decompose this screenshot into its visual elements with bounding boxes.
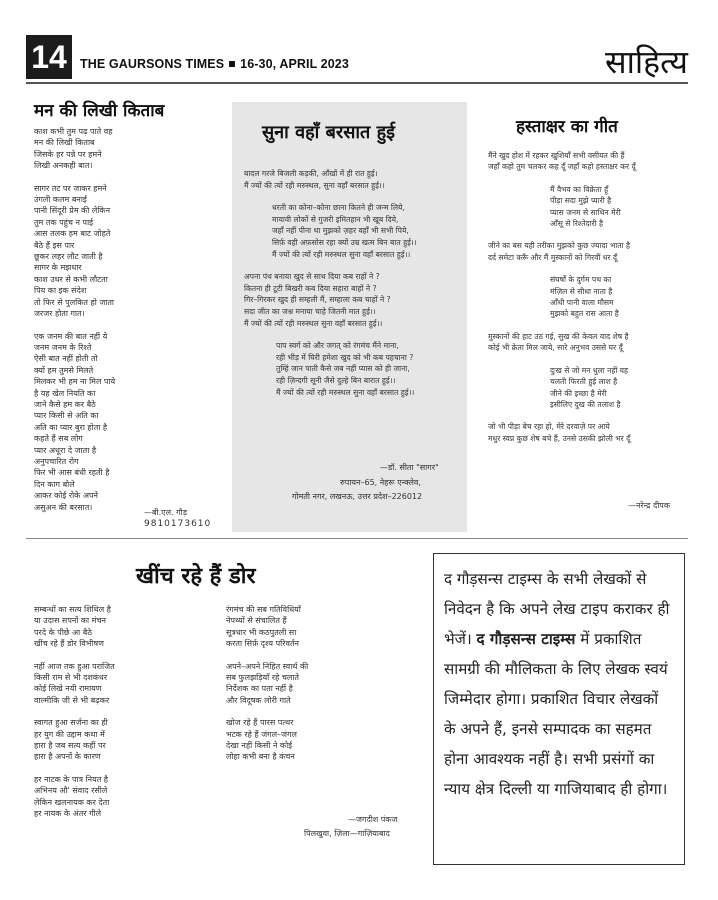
stanza [34,717,204,763]
poem-line: दर्द समेटा करूँ और मैं मुस्कानों को गिरवीं धर दूँ [488,252,618,262]
poem-line: है यह खेल नियति का [34,388,96,398]
page-number: 14 [26,35,72,79]
poem-line: हर युग की उद्दाम कथा में [34,729,105,739]
poem-line: मुस्कानों की हाट उठ गई, सुख की केवल याद शेष है [488,331,629,341]
poem3-body [488,150,688,455]
poem-line: तुम्हिं जान पाती कैसे जब नहीं प्यास को ही जाना, [276,364,410,374]
poem-line: अपना पंथ बनाया खुद से साथ दिया कब राहों ने ? [244,272,380,282]
poem-line: फिर भी आस बंधी रहती है [34,468,110,478]
poem3-title: हस्ताक्षर का गीत [516,117,618,137]
poem-line: करता सिर्फ़ दृश्य परिवर्तन [226,639,299,649]
poem-line: सब फुलझड़ियाँ रहे चलाते [226,673,299,683]
poem-line: सदा जीत का जश्न मनाया चाहे जितनी मात हुई।। [244,306,376,316]
poem4-author: —जगदीश पंकज [348,815,398,824]
poem4-column-2 [226,604,406,774]
notice-text-part1: द गौड़सन्स टाइम्स के सभी लेखकों से निवेदन है कि अपने लेख टाइप कराकर ही भेजें। [444,570,670,648]
stanza [34,774,204,820]
poem-line: मन की लिखी किताब [34,138,95,148]
poem-line: निर्देशक का पता नहीं है [226,684,293,694]
poem-line: सागर के मझधार [34,263,82,273]
poem-line: देखा नहीं किसी ने कोई [226,741,293,751]
poem-line: वाल्मीकि जी से भी बढ़कर [34,695,110,705]
poem-line: उंगली कलम बनाई [34,195,87,205]
poem-line: पाप स्वर्ग को और जगत् को रंगमंच मैंने माना, [276,341,399,351]
poem-line: मैं ज्यों की त्यों रही मरुस्थल, सुना वहाँ बरसात हुई।। [244,180,385,190]
stanza [272,202,464,260]
poem-line: आँधी पानी वाला मौसम [550,298,614,308]
stanza [550,365,688,411]
stanza [550,274,688,320]
poem-line: कितना ही टूटी बिखरी कब दिया सहारा बाहों ने ? [244,283,377,293]
poem4-address: पिलखुवा, ज़िला—गाज़ियाबाद [304,829,390,838]
poem1-phone: 9810173610 [144,519,212,529]
stanza [488,421,688,444]
poem-line: सूत्रधार भी कठपुतली सा [226,627,297,637]
poem-line: जहाँ कहो तुम चलकर कह दूँ जहाँ कहो हस्ताक्षर कर दूँ [488,162,636,172]
poem2-author: —डॉ. सीता "सागर" [380,463,439,472]
poem-line: या उदास सपनों का मंचन [34,616,106,626]
poem-line: मैं वैभव का विक्रेता हूँ [550,184,609,194]
stanza [276,340,464,398]
poem-line: जरजर होता गात। [34,309,85,319]
poem2-title: सुना वहाँ बरसात हुई [262,122,395,143]
poem1-title: मन की लिखी किताब [34,101,165,121]
poem-line: पीड़ा सदा मुझे प्यारी है [550,196,612,206]
poem-line: मिलकर भी हम ना मिल पाये [34,377,116,387]
poem-line: मधुर स्वप्न कुछ शेष बचे हैं, उनसे उसकी झोली भर दूँ [488,433,631,443]
poem-line: आस तलक हम बाट जोहते [34,229,111,239]
poem-line: सम्बन्धों का सत्य शिथिल है [34,605,111,614]
poem-line: कोई लिखे नयी रामायण [34,684,102,694]
poem-line: छूकर लहर लौट जाती है [34,252,103,262]
stanza [244,168,464,191]
poem-line: दिन काग बोले [34,479,75,489]
poem-line: रही भीड़ में घिरी हमेशा खुद को भी कब पहचाना ? [276,352,414,362]
masthead-title: THE GAURSONS TIMES [80,57,225,71]
poem-line: संघर्षों के दुर्गम पथ का [550,275,612,285]
poem-line: जनम जनम के रिश्ते [34,342,92,352]
poem-line: दुःख से जो मन धुला नहीं वह [550,365,629,375]
poem-line: लिखी अनकही बात। [34,161,93,171]
stanza [488,331,688,354]
poem-line: ऐसी बात नहीं होती तो [34,354,98,364]
poem-line: लेकिन खलनायक कर देता [34,797,110,807]
stanza [226,604,406,650]
poem-line: आकर कोई रोके अपने [34,491,98,501]
poem-line: हारा है अपनों के कारण [34,752,101,762]
stanza [34,661,204,707]
poem-line: असुअन की बरसात। [34,502,93,512]
poem-line: अनुपचारित रोग [34,456,79,466]
poem-line: सागर तट पर जाकर हमने [34,183,107,193]
poem2-body [244,168,464,409]
poem-line: खींच रहे हैं डोर विभीषण [34,639,104,649]
poem-line: मुझको बहुत रास आता है [550,309,619,319]
poem-line: नहीं आज तक हुआ पराजित [34,661,115,671]
poem-line: पानी सिंदूरी प्रेम की लेकिन [34,206,111,216]
poem-line: जिसके हर पन्ने पर हमने [34,149,102,159]
poem-line: मैंने खुद होश में रहकर खुशियाँ सभी वसीयत की हैं [488,151,625,160]
poem-line: स्वागत हुआ सर्जना का ही [34,718,108,728]
issue-date: 16-30, APRIL 2023 [240,57,349,71]
header-divider [26,82,688,84]
stanza [488,240,688,263]
poem4-column-1 [34,604,204,831]
poem1-author: —बी.एल. गौड़ [144,508,187,517]
poem-line: बैठे हैं इस पार [34,240,75,250]
poem-line: अति का प्यार बुरा होता है [34,422,108,432]
poem-line: काश कभी तुम पढ़ पाते वह [34,127,113,136]
poem-line: लोहा कभी बना है कंचन [226,752,295,762]
notice-paper-name: द गौड़सन्स टाइम्स [476,630,576,648]
poem2-address-1: रुपायन–65, नेहरू एन्क्लेव, [340,478,421,487]
poem-line: नेपथ्यों से संचालित हैं [226,616,287,626]
poem-line: मंज़िल से सीधा नाता है [550,286,613,296]
masthead [80,57,349,71]
poem-line: तुम तक पहुंच न पाई [34,217,94,227]
poem-line: अपने–अपने निहित स्वार्थ की [226,661,309,671]
poem-line: खोज रहे हैं पारस पत्थर [226,718,294,728]
poem-line: हारा है जब सत्य कहीं पर [34,741,106,751]
poem-line: परदे के पीछे आ बैठे [34,627,92,637]
poem-line: हर नायक के अंतर गीले [34,809,102,819]
poem-line: रही ज़िन्दगी सूनी जैसे दुल्हे बिन बारात हुई।। [276,375,396,385]
poem-line: जीने का बस यही तरीका मुझको कुछ ज्यादा भाता है [488,241,630,251]
stanza [488,150,688,173]
poem-line: एक जनम की बात नहीं ये [34,331,108,341]
poem-line: किसी राम से भी दशकंधर [34,673,108,683]
poem-line: पिय का इक संदेश [34,286,87,296]
stanza [34,604,204,650]
poem-line: काश उधर से कभी लौटता [34,274,108,284]
poem-line: प्यार किसी से अति का [34,411,99,421]
poem-line: बादल गरजे बिजली कड़की, आँखों में ही रात हुई। [244,169,378,178]
section-divider [26,538,688,539]
poem-line: गिर–गिरकर खुद ही सम्हली मैं, सम्हाला कब चाहों ने ? [244,295,391,305]
poem-line: इसीलिए दुख की तलाश है [550,399,621,409]
stanza [34,126,214,172]
poem-line: चलती फिरती हुई लाश है [550,377,618,387]
notice-text-part2: में प्रकाशित सामग्री की मौलिकता के लिए लेखक स्वयं जिम्मेदार होगा। प्रकाशित विचार लेखकों के अपने हैं, इनसे सम्पादक का सहमत होना आवश्यक नहीं है। सभी प्रसंगों का न्याय क्षेत्र दिल्ली या गाजियाबाद ही होगा। [444,630,668,798]
poem-line: भटक रहे हैं जंगल–जंगल [226,729,297,739]
poem-line: हर नाटक के पात्र नियत है [34,774,109,784]
poem-line: मैं ज्यों की त्यों रही मरुस्थल सुना वहाँ बरसात हुई।। [244,318,383,328]
stanza [550,184,688,230]
poem-line: क्यों हम तुमसे मिलते [34,365,94,375]
poem4-title: खींच रहे हैं डोर [136,563,256,589]
poem-line: जाने कैसे हम कर बैठे [34,399,96,409]
poem-line: और विदूषक लोरी गाते [226,695,291,705]
poem-line: मैं ज्यों की त्यों रही मरुस्थल सुना वहाँ बरसात हुई।। [276,387,415,397]
poem-line: धरती का कोना–कोना छाना कितने ही जन्म लिये, [272,203,405,213]
stanza [226,661,406,707]
stanza [34,183,214,320]
poem-line: कोई भी क्रेता मिल जाये, सारे अनुभव उससे घर दूँ [488,343,623,353]
poem-line: प्यार अधूरा दे जाता है [34,445,97,455]
poem-line: मैं ज्यों की त्यों रही मरुस्थल सुना वहाँ बरसात हुई।। [272,249,411,259]
poem-line: मायावी लोकों से गुजरी इमितहान भी खूब दिये, [272,214,399,224]
notice-text [434,554,684,814]
poem-line: जीने की इच्छा है मेरी [550,388,607,398]
poem-line: आँसू से रिश्तेदारी है [550,219,604,229]
stanza [244,271,464,329]
stanza [34,331,214,514]
poem-line: जहाँ नहीं पीना था मुझको ज़हर वहाँ भी सभी पिये, [272,226,409,236]
square-bullet-icon [229,61,235,67]
poem-line: प्यास जनम से साथिन मेरी [550,207,621,217]
stanza [226,717,406,763]
poem1-body [34,126,214,524]
editorial-notice [433,553,685,865]
poem-line: सिर्फ़ वही अफ़सोस रहा क्यों उम्र खत्म बिन बात हुई।। [272,237,417,247]
poem2-address-2: गोमती नगर, लखनऊ, उत्तर प्रदेश–226012 [292,492,423,501]
poem-line: तो फिर से पुलकित हो जाता [34,297,114,307]
section-title: साहित्य [604,43,688,81]
poem-line: कहते हैं सब लोग [34,434,83,444]
poem-line: अभिनय औ' संवाद रसीले [34,786,108,796]
poem-line: जो भी पीड़ा बेच रहा हो, मेरे दरवाज़े पर आये [488,422,610,432]
poem3-author: —नरेन्द्र दीपक [628,501,670,510]
poem-line: रंगमंच की सब गतिविधियाँ [226,605,301,614]
